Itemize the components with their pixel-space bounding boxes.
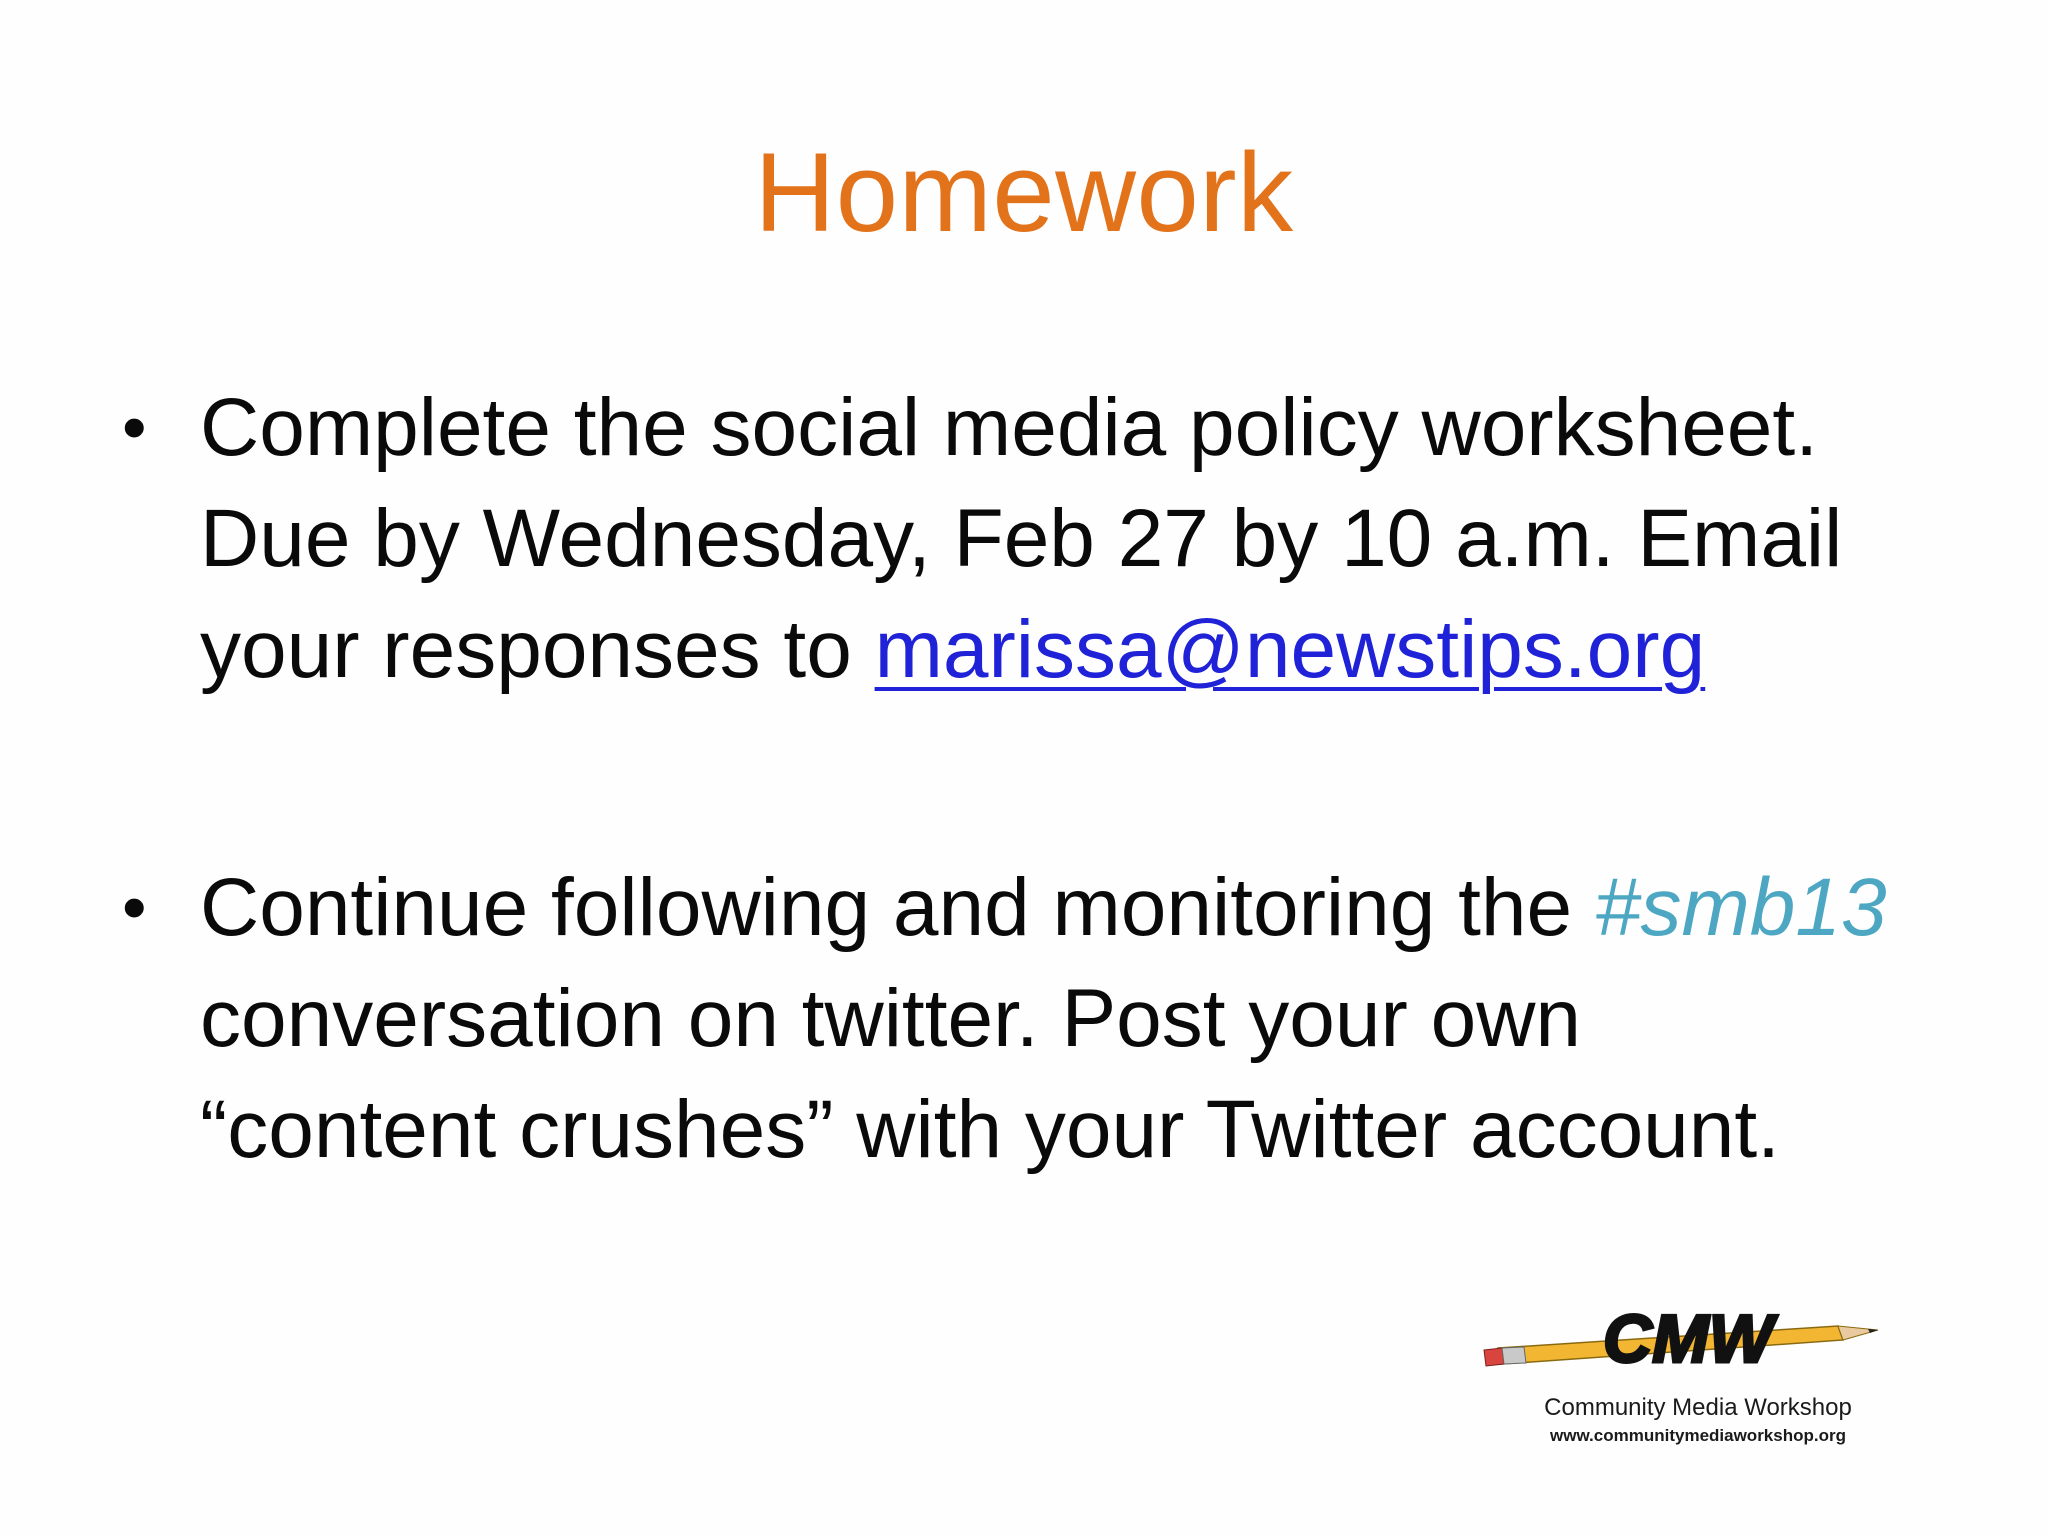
logo-url: www.communitymediaworkshop.org [1550,1426,1846,1445]
logo-letters: CMW [1603,1301,1773,1377]
email-link[interactable]: marissa@newstips.org [874,604,1706,695]
hashtag-text: #smb13 [1594,862,1887,953]
bullet-text: Complete the social media policy worksheet. Due by Wednesday, Feb 27 by 10 a.m. Email your responses to [200,382,1843,695]
bullet-text: Continue following and monitoring the [200,862,1595,953]
bullet-icon: • [122,868,147,946]
bullet-icon: • [122,388,147,466]
pencil-logo-icon [1478,1300,1898,1395]
bullet-item-twitter [122,852,1900,1185]
bullet-item-worksheet [122,372,1900,705]
logo-org-name: Community Media Workshop [1544,1394,1852,1421]
bullet-text-continued: conversation on twitter. Post your own “content crushes” with your Twitter account. [200,973,1780,1175]
cmw-logo [1478,1300,1898,1460]
slide-title: Homework [754,130,1294,255]
